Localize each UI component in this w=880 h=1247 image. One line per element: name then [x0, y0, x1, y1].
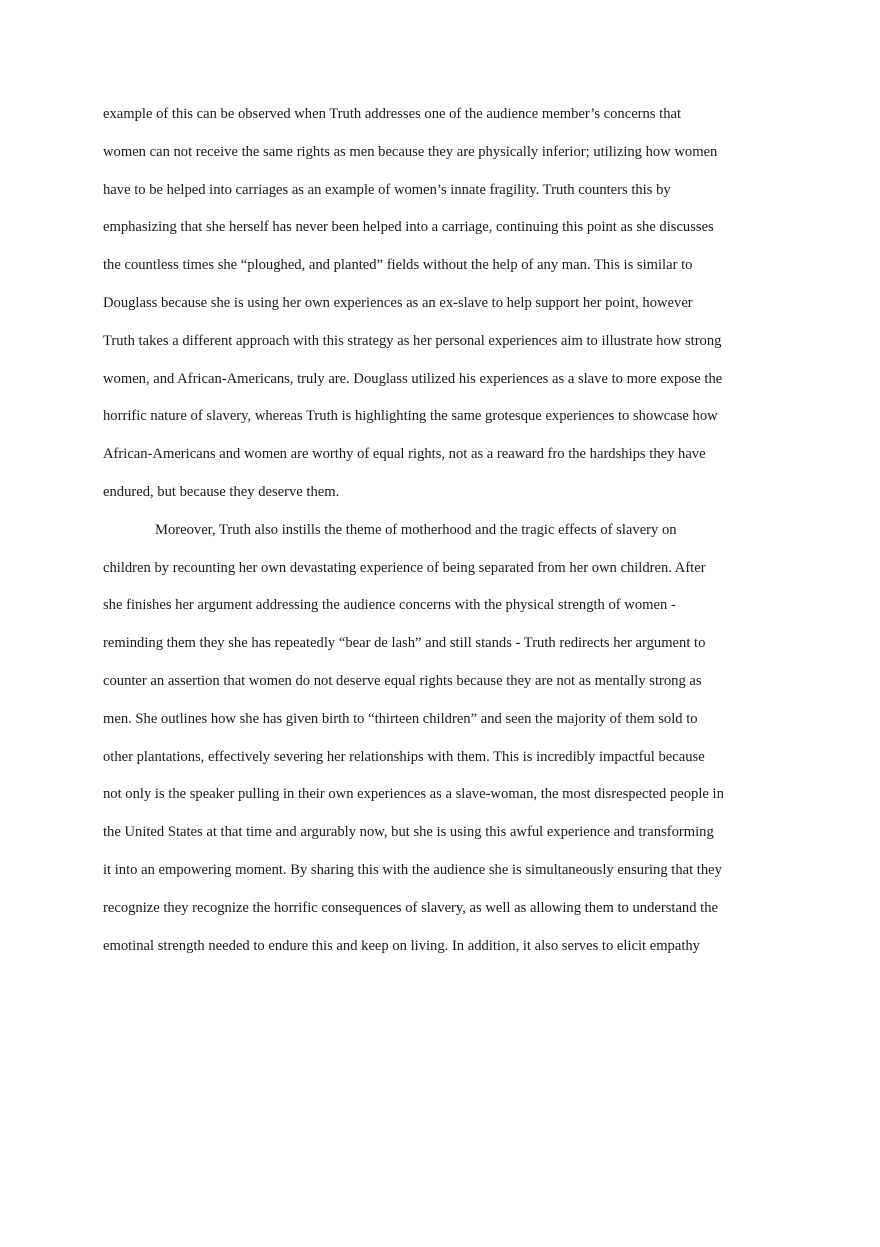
text-line: emphasizing that she herself has never been helped into a carriage, continuing this point as she discusses	[103, 219, 714, 236]
text-line: have to be helped into carriages as an example of women’s innate fragility. Truth counters this by	[103, 181, 671, 198]
text-line: Douglass because she is using her own experiences as an ex-slave to help support her point, however	[103, 294, 693, 311]
text-line: counter an assertion that women do not deserve equal rights because they are not as mentally strong as	[103, 672, 702, 689]
text-line: it into an empowering moment. By sharing this with the audience she is simultaneously ensuring that they	[103, 861, 722, 878]
text-line: children by recounting her own devastating experience of being separated from her own children. After	[103, 559, 706, 576]
paragraph-start-line: Moreover, Truth also instills the theme of motherhood and the tragic effects of slavery on	[155, 521, 677, 538]
text-line: women, and African-Americans, truly are. Douglass utilized his experiences as a slave to more expose the	[103, 370, 723, 387]
text-line: other plantations, effectively severing her relationships with them. This is incredibly impactful because	[103, 748, 705, 765]
text-line: endured, but because they deserve them.	[103, 483, 340, 500]
text-line: horrific nature of slavery, whereas Truth is highlighting the same grotesque experiences to showcase how	[103, 408, 718, 425]
text-line: Truth takes a different approach with this strategy as her personal experiences aim to illustrate how strong	[103, 332, 722, 349]
text-line: women can not receive the same rights as men because they are physically inferior; utilizing how women	[103, 143, 718, 160]
text-line: men. She outlines how she has given birth to “thirteen children” and seen the majority of them sold to	[103, 710, 698, 727]
text-line: African-Americans and women are worthy of equal rights, not as a reaward fro the hardships they have	[103, 446, 706, 463]
text-line: she finishes her argument addressing the audience concerns with the physical strength of women -	[103, 597, 676, 614]
text-line: example of this can be observed when Truth addresses one of the audience member’s concerns that	[103, 106, 682, 122]
essay-body	[103, 101, 783, 970]
text-line: emotinal strength needed to endure this and keep on living. In addition, it also serves to elicit empathy	[103, 937, 700, 954]
text-line: recognize they recognize the horrific consequences of slavery, as well as allowing them to understand the	[103, 899, 719, 916]
text-line: the United States at that time and argurably now, but she is using this awful experience and transforming	[103, 824, 714, 841]
text-line: the countless times she “ploughed, and planted” fields without the help of any man. This is similar to	[103, 257, 693, 274]
text-line: not only is the speaker pulling in their own experiences as a slave-woman, the most disrespected people in	[103, 786, 724, 803]
text-line: reminding them they she has repeatedly “bear de lash” and still stands - Truth redirects her argument to	[103, 635, 706, 652]
